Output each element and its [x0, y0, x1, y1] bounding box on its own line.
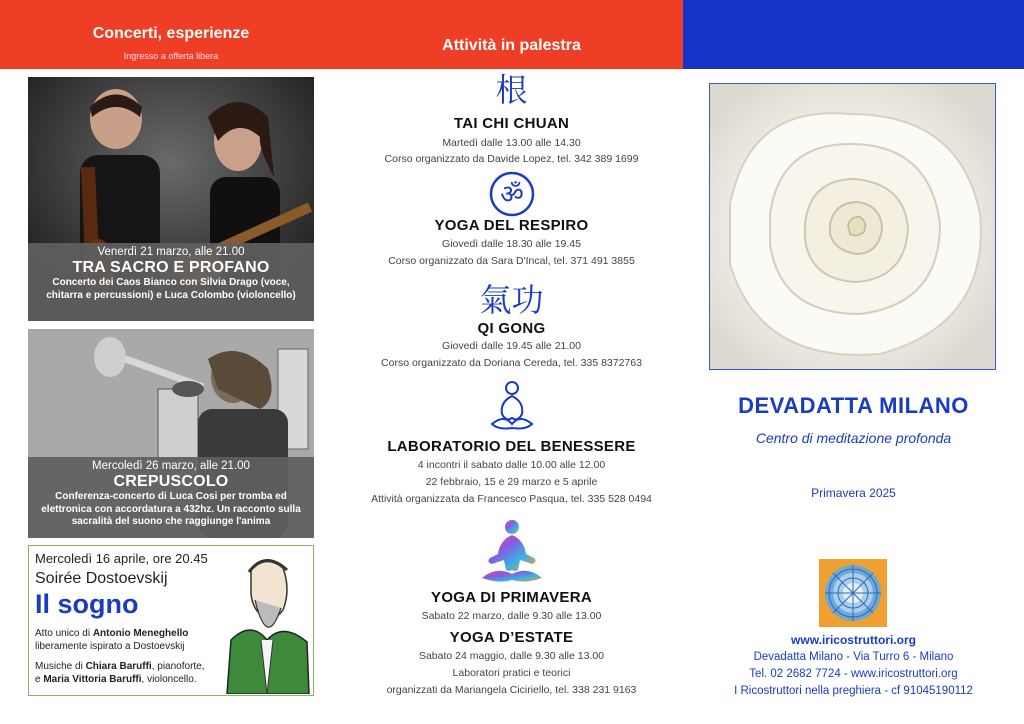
qigong-organizer: Corso organizzato da Doriana Cereda, tel. 335 8372763 — [381, 357, 642, 369]
primavera-schedule: Sabato 22 marzo, dalle 9.30 alle 13.00 — [421, 610, 602, 622]
om-icon — [489, 171, 535, 222]
soiree-card — [28, 545, 314, 696]
season-label: Primavera 2025 — [811, 486, 896, 500]
header-band-blue — [683, 0, 1024, 69]
website-link[interactable]: www.iricostruttori.org — [791, 633, 916, 647]
soiree-music-1: Musiche di Chiara Baruffi, pianoforte, — [35, 661, 205, 672]
svg-text:ॐ: ॐ — [499, 180, 524, 210]
rose-photo — [709, 83, 996, 370]
estate-organizer: organizzati da Mariangela Ciciriello, tel. 338 231 9163 — [386, 684, 637, 696]
benessere-title: LABORATORIO DEL BENESSERE — [387, 438, 636, 455]
taichi-glyph-icon: 根 — [495, 71, 528, 109]
colorful-meditation-icon — [476, 518, 548, 591]
respiro-organizer: Corso organizzato da Sara D'Incal, tel. 371 491 3855 — [388, 255, 635, 267]
concerts-heading: Concerti, esperienze — [92, 25, 250, 42]
benessere-schedule: 4 incontri il sabato dalle 10.00 alle 12.00 — [417, 459, 606, 471]
concert-caption-2 — [28, 457, 314, 538]
center-subtitle: Centro di meditazione profonda — [755, 430, 952, 446]
concert-title: TRA SACRO E PROFANO — [72, 259, 270, 276]
yoga-icon-area — [340, 518, 683, 586]
benessere-dates: 22 febbraio, 15 e 29 marzo e 5 aprile — [425, 476, 598, 488]
respiro-schedule: Giovedì dalle 18.30 alle 19.45 — [442, 238, 581, 250]
soiree-music-2: e Maria Vittoria Baruffi, violoncello. — [35, 674, 197, 685]
center-title: DEVADATTA MILANO — [738, 393, 969, 418]
phone-line: Tel. 02 2682 7724 - www.iricostruttori.org — [749, 668, 958, 680]
qigong-glyph-icon: 氣功 — [479, 281, 544, 319]
concert-date: Mercoledì 26 marzo, alle 21.00 — [92, 460, 250, 472]
concert-title: CREPUSCOLO — [113, 473, 229, 490]
dostoevsky-portrait — [221, 550, 311, 694]
taichi-organizer: Corso organizzato da Davide Lopez, tel. 342 389 1699 — [384, 153, 639, 165]
respiro-title: YOGA DEL RESPIRO — [434, 217, 589, 234]
qigong-title: QI GONG — [477, 320, 546, 337]
primavera-title: YOGA DI PRIMAVERA — [431, 589, 592, 606]
soiree-name: Soirée Dostoevskij — [35, 570, 168, 587]
soiree-date: Mercoledì 16 aprile, ore 20.45 — [35, 551, 208, 566]
cf-line: I Ricostruttori nella preghiera - cf 91045190112 — [734, 685, 973, 697]
concert-caption-1 — [28, 243, 314, 321]
qigong-schedule: Giovedì dalle 19.45 alle 21.00 — [442, 340, 581, 352]
estate-title: YOGA D’ESTATE — [449, 629, 574, 646]
taichi-icon-area — [340, 72, 683, 110]
mandala-logo — [819, 559, 887, 627]
estate-schedule: Sabato 24 maggio, dalle 9.30 alle 13.00 — [418, 650, 605, 662]
concert-card-2 — [28, 329, 314, 538]
estate-description: Laboratori pratici e teorici — [452, 667, 571, 679]
taichi-title: TAI CHI CHUAN — [453, 115, 570, 132]
meditation-outline-icon — [486, 380, 538, 437]
concert-description: Concerto dei Caos Bianco con Silvia Drago (voce, chitarra e percussioni) e Luca Colombo (violoncello) — [46, 277, 296, 301]
qigong-icon-area — [340, 282, 683, 320]
taichi-schedule: Martedì dalle 13.00 alle 14.30 — [442, 137, 581, 149]
concert-description: Conferenza-concerto di Luca Cosi per tromba ed elettronica con accordatura a 432hz. Un racconto sulla sacralità del suono che raggiunge l'anima — [41, 491, 301, 527]
concerts-subheading: Ingresso a offerta libera — [123, 51, 219, 61]
address-line: Devadatta Milano - Via Turro 6 - Milano — [753, 651, 954, 663]
benessere-icon-area — [340, 380, 683, 432]
respiro-icon-area — [340, 171, 683, 215]
soiree-author: Atto unico di Antonio Meneghello — [35, 628, 189, 639]
soiree-inspiration: liberamente ispirato a Dostoevskij — [35, 641, 185, 652]
concert-date: Venerdì 21 marzo, alle 21.00 — [97, 246, 245, 258]
soiree-title: Il sogno — [35, 589, 139, 619]
benessere-organizer: Attività organizzata da Francesco Pasqua, tel. 335 528 0494 — [371, 493, 652, 505]
concert-card-1 — [28, 77, 314, 321]
activities-heading: Attività in palestra — [442, 37, 581, 54]
